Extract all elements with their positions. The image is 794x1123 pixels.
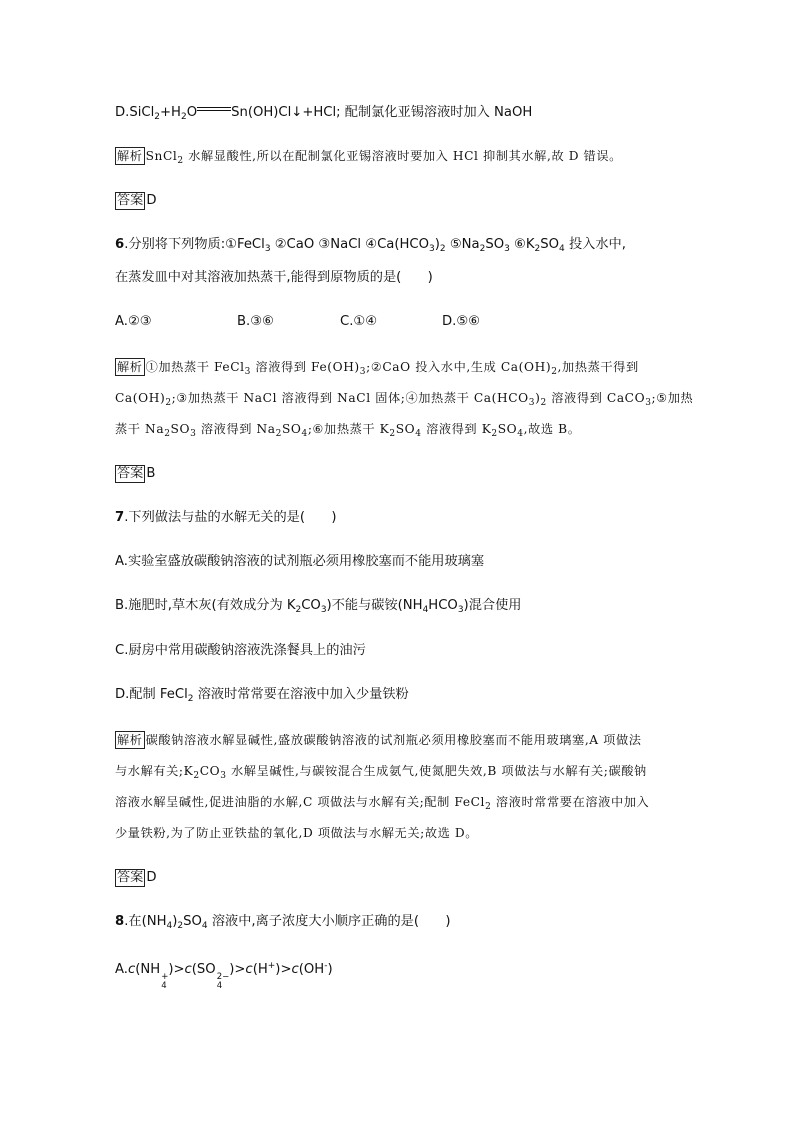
q6-option-b: B.③⑥ xyxy=(237,314,274,329)
so4-charge-stack: 2− 4 xyxy=(216,972,230,991)
q6-stem-line1: 6.分别将下列物质:①FeCl$_3$ ②CaO ③NaCl $④Ca(HCO_3)_2$ $⑤Na_2SO_3$ $⑥K_2SO_4$ 投入水中, xyxy=(115,237,626,254)
analysis-tag: 解析 xyxy=(117,149,143,163)
q6-option-a: A.②③ xyxy=(115,314,152,329)
q7-option-d: D.配制 FeCl$_2$ 溶液时常常要在溶液中加入少量铁粉 xyxy=(115,687,409,704)
q5-option-d: $D.SiCl_2+H_2O$ Sn(OH)Cl↓+HCl; 配制氯化亚锡溶液时加入 NaOH xyxy=(115,105,533,122)
q6-option-d: D.⑤⑥ xyxy=(442,314,480,329)
q6-analysis-line3: 蒸干 $Na_2SO_3$ 溶液得到 $Na_2SO_4;⑥$加热蒸干 $K_2SO_4$ 溶液得到 $K_2SO_4$,故选 B。 xyxy=(115,422,581,439)
analysis-tag: 解析 xyxy=(117,360,143,374)
q8-option-a: A.c(NH + 4 )>c(SO 2− 4 )>c(H+)>c(OH-) xyxy=(115,961,333,991)
q6-stem-line2: 在蒸发皿中对其溶液加热蒸干,能得到原物质的是( ) xyxy=(115,270,433,285)
q7-stem: 7.下列做法与盐的水解无关的是( ) xyxy=(115,510,337,525)
q6-option-c: C.①④ xyxy=(340,314,378,329)
answer-tag: 答案 xyxy=(117,193,144,208)
q6-analysis-line2: $Ca(OH)_2;③$加热蒸干 NaCl 溶液得到 NaCl 固体;④加热蒸干 $Ca(HCO_3)_2$ 溶液得到 CaCO$_3$;⑤加热 xyxy=(115,391,694,408)
q7-option-a: A.实验室盛放碳酸钠溶液的试剂瓶必须用橡胶塞而不能用玻璃塞 xyxy=(115,554,485,569)
q7-option-b: B.施肥时,草木灰(有效成分为 $K_2CO_3$)不能与碳铵$(NH_4HCO_3)$混合使用 xyxy=(115,598,522,615)
q6-answer: 答案 B xyxy=(117,466,156,481)
q6-analysis-line1: 解析 ①加热蒸干 FeCl$_3$ 溶液得到 $Fe(OH)_3;②CaO$ 投入水中,生成 $Ca(OH)_2$,加热蒸干得到 xyxy=(117,360,639,377)
q5-answer: 答案 D xyxy=(117,193,157,208)
reversible-equals-sign xyxy=(197,105,231,115)
q5-analysis: 解析 SnCl$_2$ 水解显酸性,所以在配制氯化亚锡溶液时要加入 HCl 抑制其水解,故 D 错误。 xyxy=(117,149,622,166)
q7-analysis-line4: 少量铁粉,为了防止亚铁盐的氧化,D 项做法与水解无关;故选 D。 xyxy=(115,826,479,840)
q7-analysis-line1: 解析 碳酸钠溶液水解显碱性,盛放碳酸钠溶液的试剂瓶必须用橡胶塞而不能用玻璃塞,A 项做法 xyxy=(117,733,642,747)
analysis-tag: 解析 xyxy=(117,733,143,747)
q7-option-c: C.厨房中常用碳酸钠溶液洗涤餐具上的油污 xyxy=(115,643,366,658)
answer-tag: 答案 xyxy=(117,870,144,885)
nh4-charge-stack: + 4 xyxy=(161,972,169,991)
q7-answer: 答案 D xyxy=(117,870,157,885)
q8-stem: 8.在$(NH_4)_2SO_4$ 溶液中,离子浓度大小顺序正确的是( ) xyxy=(115,914,451,931)
answer-tag: 答案 xyxy=(117,466,144,481)
q7-analysis-line3: 溶液水解呈碱性,促进油脂的水解,C 项做法与水解有关;配制 FeCl$_2$ 溶液时常常要在溶液中加入 xyxy=(115,795,650,812)
q7-analysis-line2: 与水解有关$;K_2CO_3$ 水解呈碱性,与碳铵混合生成氨气,使氮肥失效,B 项做法与水解有关;碳酸钠 xyxy=(115,764,647,781)
